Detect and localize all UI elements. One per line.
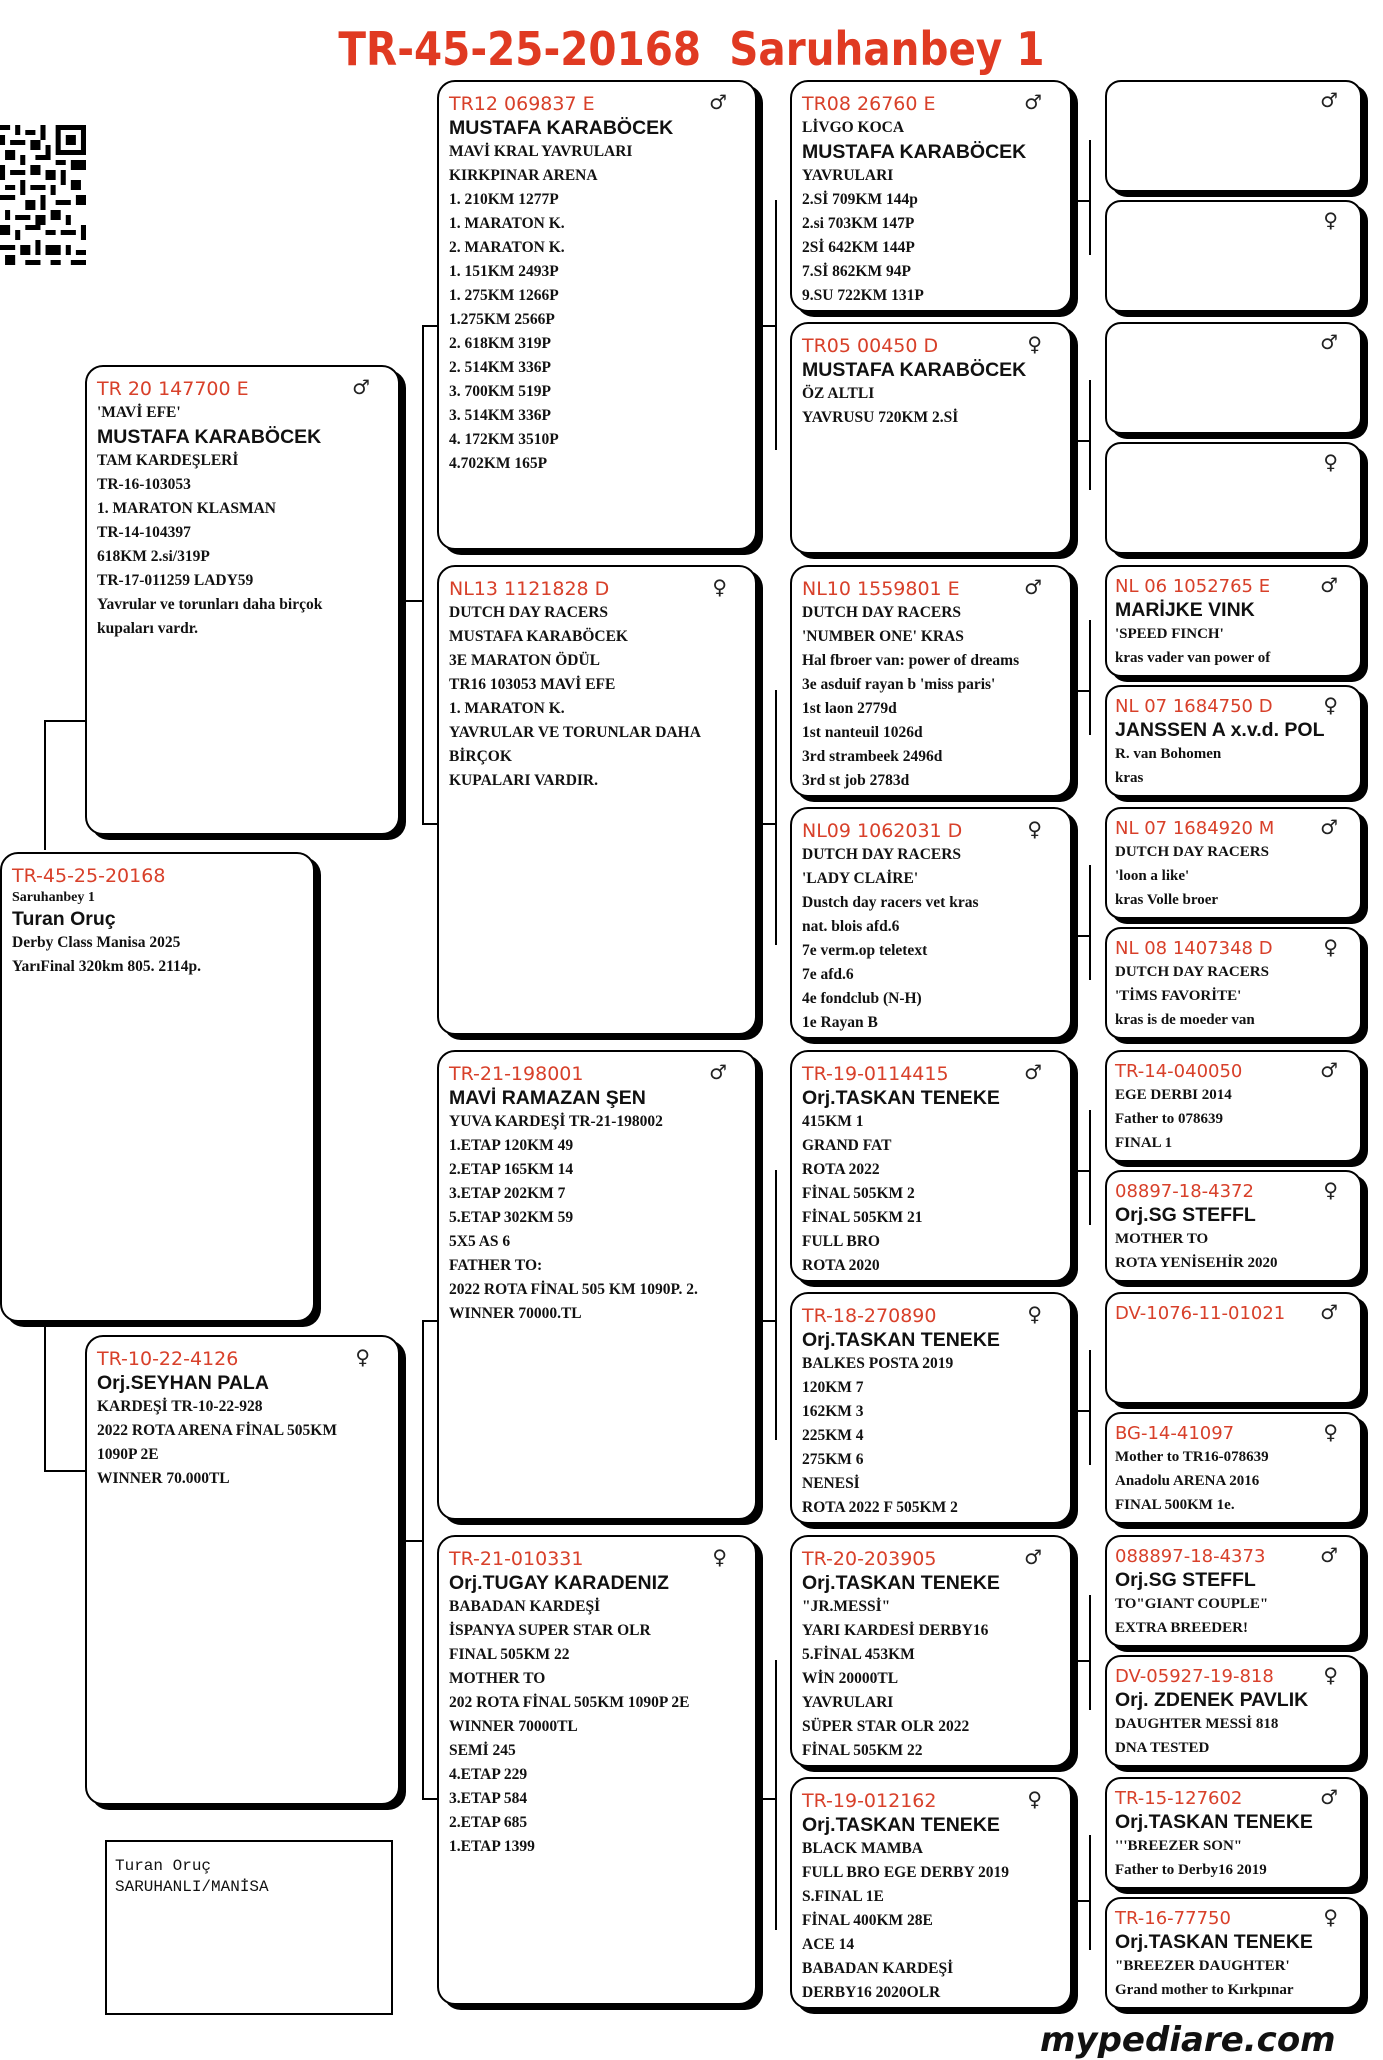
info-line: FATHER TO: bbox=[449, 1257, 543, 1274]
breeder-name: Turan Oruç bbox=[115, 1857, 212, 1875]
info-line: 3E MARATON ÖDÜL bbox=[449, 652, 600, 669]
connector bbox=[760, 325, 776, 327]
info-line: NENESİ bbox=[802, 1475, 860, 1492]
owner-name: JANSSEN A x.v.d. POL bbox=[1115, 719, 1325, 741]
info-line: 2.ETAP 165KM 14 bbox=[449, 1161, 574, 1178]
info-line: ÖZ ALTLI bbox=[802, 385, 875, 402]
gen3-pigeon-card[interactable] bbox=[790, 565, 1072, 797]
ring-number: NL13 1121828 D bbox=[449, 578, 610, 600]
gen3-pigeon-card[interactable] bbox=[790, 1050, 1072, 1282]
info-line: FİNAL 505KM 21 bbox=[802, 1209, 923, 1226]
gen4-pigeon-card[interactable] bbox=[1105, 685, 1362, 797]
owner-name: Orj.TASKAN TENEKE bbox=[802, 1329, 1000, 1351]
female-symbol-icon: ♀ bbox=[355, 1345, 370, 1369]
male-symbol-icon: ♂ bbox=[1320, 330, 1338, 354]
owner-name: Orj.TASKAN TENEKE bbox=[802, 1087, 1000, 1109]
ring-number: BG-14-41097 bbox=[1115, 1423, 1235, 1444]
info-line: DERBY16 2020OLR bbox=[802, 1984, 941, 2001]
info-line: ROTA YENİSEHİR 2020 bbox=[1115, 1255, 1278, 1271]
info-line: TR-17-011259 LADY59 bbox=[97, 572, 254, 589]
connector bbox=[1075, 1170, 1090, 1172]
info-line: FİNAL 400KM 28E bbox=[802, 1912, 933, 1929]
info-line: ROTA 2020 bbox=[802, 1257, 880, 1274]
connector bbox=[775, 200, 777, 450]
info-line: 1. MARATON K. bbox=[449, 215, 565, 232]
male-symbol-icon: ♂ bbox=[709, 1060, 727, 1084]
connector bbox=[1089, 1350, 1091, 1465]
owner-name: Orj.SG STEFFL bbox=[1115, 1569, 1256, 1591]
info-line: "BREEZER DAUGHTER' bbox=[1115, 1958, 1290, 1974]
gen4-pigeon-card[interactable] bbox=[1105, 442, 1362, 554]
info-line: FİNAL 505KM 2 bbox=[802, 1185, 915, 1202]
info-line: Mother to TR16-078639 bbox=[1115, 1449, 1269, 1465]
ring-number: NL09 1062031 D bbox=[802, 820, 963, 842]
info-line: MUSTAFA KARABÖCEK bbox=[449, 628, 628, 645]
ring-number: TR-19-012162 bbox=[802, 1790, 937, 1812]
info-line: 'MAVİ EFE' bbox=[97, 404, 181, 421]
info-line: WINNER 70000.TL bbox=[449, 1305, 582, 1322]
info-line: 'NUMBER ONE' KRAS bbox=[802, 628, 964, 645]
info-line: 1.ETAP 120KM 49 bbox=[449, 1137, 574, 1154]
female-symbol-icon: ♀ bbox=[712, 1545, 727, 1569]
owner-name: Turan Oruç bbox=[12, 908, 116, 930]
info-line: 2. MARATON K. bbox=[449, 239, 565, 256]
gen2-pigeon-card[interactable] bbox=[437, 1050, 757, 1520]
gen4-pigeon-card[interactable] bbox=[1105, 807, 1362, 919]
info-line: Father to 078639 bbox=[1115, 1111, 1224, 1127]
connector bbox=[1089, 620, 1091, 735]
info-line: KARDEŞİ TR-10-22-928 bbox=[97, 1398, 263, 1415]
info-line: nat. blois afd.6 bbox=[802, 918, 900, 935]
gen4-pigeon-card[interactable] bbox=[1105, 1412, 1362, 1524]
connector bbox=[1075, 690, 1090, 692]
info-line: DUTCH DAY RACERS bbox=[802, 604, 962, 621]
connector bbox=[760, 1798, 776, 1800]
female-symbol-icon: ♀ bbox=[1027, 817, 1042, 841]
info-line: 162KM 3 bbox=[802, 1403, 864, 1420]
connector bbox=[422, 1798, 437, 1800]
female-symbol-icon: ♀ bbox=[1323, 1178, 1338, 1202]
info-line: WİN 20000TL bbox=[802, 1670, 899, 1687]
owner-name: Orj.TUGAY KARADENIZ bbox=[449, 1572, 669, 1594]
info-line: BLACK MAMBA bbox=[802, 1840, 923, 1857]
ring-number: TR05 00450 D bbox=[802, 335, 939, 357]
info-line: YAVRUSU 720KM 2.Sİ bbox=[802, 409, 959, 426]
male-symbol-icon: ♂ bbox=[1320, 1300, 1338, 1324]
info-line: 1st nanteuil 1026d bbox=[802, 724, 923, 741]
info-line: Hal fbroer van: power of dreams bbox=[802, 652, 1020, 669]
gen4-pigeon-card[interactable] bbox=[1105, 927, 1362, 1039]
ring-number bbox=[1115, 332, 1352, 355]
info-line: 415KM 1 bbox=[802, 1113, 864, 1130]
connector bbox=[44, 1470, 85, 1472]
ring-number: TR 20 147700 E bbox=[97, 378, 249, 400]
info-line: 'loon a like' bbox=[1115, 868, 1190, 884]
info-line: 2. 514KM 336P bbox=[449, 359, 552, 376]
female-symbol-icon: ♀ bbox=[1027, 1787, 1042, 1811]
owner-name: Orj.SEYHAN PALA bbox=[97, 1372, 269, 1394]
ring-number: DV-1076-11-01021 bbox=[1115, 1303, 1286, 1324]
info-line: MOTHER TO bbox=[1115, 1231, 1209, 1247]
info-line: GRAND FAT bbox=[802, 1137, 892, 1154]
ring-number: TR-14-040050 bbox=[1115, 1061, 1243, 1082]
gen3-pigeon-card[interactable] bbox=[790, 1292, 1072, 1524]
gen4-pigeon-card[interactable] bbox=[1105, 200, 1362, 312]
info-line: 1e Rayan B bbox=[802, 1014, 878, 1031]
info-line: 2. 618KM 319P bbox=[449, 335, 552, 352]
info-line: 5X5 AS 6 bbox=[449, 1233, 511, 1250]
ring-number bbox=[1115, 210, 1352, 233]
connector bbox=[422, 823, 437, 825]
info-line: DUTCH DAY RACERS bbox=[1115, 964, 1269, 980]
ring-number bbox=[1115, 452, 1352, 475]
info-line: 9.SU 722KM 131P bbox=[802, 287, 924, 304]
female-symbol-icon: ♀ bbox=[1323, 693, 1338, 717]
male-symbol-icon: ♂ bbox=[1320, 815, 1338, 839]
info-line: 1. MARATON KLASMAN bbox=[97, 500, 276, 517]
info-line: 1. MARATON K. bbox=[449, 700, 565, 717]
gen2-pigeon-card[interactable] bbox=[437, 1535, 757, 2005]
gen1-pigeon-card[interactable] bbox=[85, 1335, 400, 1805]
info-line: 4. 172KM 3510P bbox=[449, 431, 559, 448]
info-line: 225KM 4 bbox=[802, 1427, 864, 1444]
info-line: 7e afd.6 bbox=[802, 966, 854, 983]
info-line: 7.Sİ 862KM 94P bbox=[802, 263, 911, 280]
owner-name: MUSTAFA KARABÖCEK bbox=[449, 117, 674, 139]
male-symbol-icon: ♂ bbox=[1320, 88, 1338, 112]
info-line: SEMİ 245 bbox=[449, 1742, 516, 1759]
info-line: DUTCH DAY RACERS bbox=[449, 604, 609, 621]
gen4-pigeon-card[interactable] bbox=[1105, 322, 1362, 434]
info-line: BABADAN KARDEŞİ bbox=[802, 1960, 954, 1977]
connector bbox=[422, 325, 437, 327]
info-line: 2.Sİ 709KM 144p bbox=[802, 191, 918, 208]
info-line: FULL BRO bbox=[802, 1233, 880, 1250]
gen3-pigeon-card[interactable] bbox=[790, 322, 1072, 554]
info-line: 1. 275KM 1266P bbox=[449, 287, 559, 304]
info-line: SÜPER STAR OLR 2022 bbox=[802, 1718, 970, 1735]
gen4-pigeon-card[interactable] bbox=[1105, 1292, 1362, 1404]
info-line: YUVA KARDEŞİ TR-21-198002 bbox=[449, 1113, 663, 1130]
info-line: kras is de moeder van bbox=[1115, 1012, 1255, 1028]
info-line: 202 ROTA FİNAL 505KM 1090P 2E bbox=[449, 1694, 690, 1711]
info-line: EXTRA BREEDER! bbox=[1115, 1620, 1248, 1636]
ring-number: TR12 069837 E bbox=[449, 93, 595, 115]
connector bbox=[422, 1320, 424, 1800]
male-symbol-icon: ♂ bbox=[1024, 1545, 1042, 1569]
female-symbol-icon: ♀ bbox=[1323, 208, 1338, 232]
male-symbol-icon: ♂ bbox=[709, 90, 727, 114]
owner-name: MUSTAFA KARABÖCEK bbox=[97, 426, 322, 448]
info-line: FINAL 500KM 1e. bbox=[1115, 1497, 1235, 1513]
connector bbox=[1089, 1835, 1091, 1950]
info-line: ACE 14 bbox=[802, 1936, 855, 1953]
gen2-pigeon-card[interactable] bbox=[437, 80, 757, 550]
info-line: R. van Bohomen bbox=[1115, 746, 1222, 762]
info-line: Anadolu ARENA 2016 bbox=[1115, 1473, 1260, 1489]
gen1-pigeon-card[interactable] bbox=[85, 365, 400, 835]
male-symbol-icon: ♂ bbox=[352, 375, 370, 399]
info-line: 5.ETAP 302KM 59 bbox=[449, 1209, 574, 1226]
info-line: 2.si 703KM 147P bbox=[802, 215, 915, 232]
owner-name: Orj.SG STEFFL bbox=[1115, 1204, 1256, 1226]
info-line: kras bbox=[1115, 770, 1144, 786]
male-symbol-icon: ♂ bbox=[1320, 1785, 1338, 1809]
ring-number: TR08 26760 E bbox=[802, 93, 936, 115]
info-line: 120KM 7 bbox=[802, 1379, 864, 1396]
info-line: YarıFinal 320km 805. 2114p. bbox=[12, 958, 202, 975]
info-line: LİVGO KOCA bbox=[802, 119, 905, 136]
female-symbol-icon: ♀ bbox=[1323, 935, 1338, 959]
info-line: 2022 ROTA FİNAL 505 KM 1090P. 2. bbox=[449, 1281, 698, 1298]
ring-number: TR-19-0114415 bbox=[802, 1063, 949, 1085]
info-line: TAM KARDEŞLERİ bbox=[97, 452, 239, 469]
info-line: ROTA 2022 F 505KM 2 bbox=[802, 1499, 958, 1516]
info-line: 275KM 6 bbox=[802, 1451, 864, 1468]
owner-name: Orj.TASKAN TENEKE bbox=[802, 1814, 1000, 1836]
ring-number: DV-05927-19-818 bbox=[1115, 1666, 1274, 1687]
owner-name: MARİJKE VINK bbox=[1115, 599, 1255, 621]
ring-number bbox=[1115, 90, 1352, 113]
ring-number: NL 06 1052765 E bbox=[1115, 576, 1271, 597]
info-line: 1.ETAP 1399 bbox=[449, 1838, 535, 1855]
ring-number: TR-10-22-4126 bbox=[97, 1348, 239, 1370]
info-line: 'LADY CLAİRE' bbox=[802, 870, 919, 887]
connector bbox=[422, 325, 424, 825]
info-line: kras vader van power of bbox=[1115, 650, 1271, 666]
info-line: 3e asduif rayan b 'miss paris' bbox=[802, 676, 996, 693]
info-line: 3. 700KM 519P bbox=[449, 383, 552, 400]
ring-number: TR-21-198001 bbox=[449, 1063, 584, 1085]
gen4-pigeon-card[interactable] bbox=[1105, 1170, 1362, 1282]
ring-number: TR-16-77750 bbox=[1115, 1908, 1231, 1929]
female-symbol-icon: ♀ bbox=[1323, 450, 1338, 474]
female-symbol-icon: ♀ bbox=[712, 575, 727, 599]
qr-code-icon bbox=[0, 125, 86, 265]
connector bbox=[1089, 140, 1091, 255]
info-line: TR-16-103053 bbox=[97, 476, 191, 493]
info-line: Dustch day racers vet kras bbox=[802, 894, 979, 911]
connector bbox=[760, 1320, 776, 1322]
connector bbox=[1089, 1595, 1091, 1710]
male-symbol-icon: ♂ bbox=[1024, 1060, 1042, 1084]
info-line: FINAL 1 bbox=[1115, 1135, 1173, 1151]
connector bbox=[775, 690, 777, 945]
info-line: FULL BRO EGE DERBY 2019 bbox=[802, 1864, 1009, 1881]
male-symbol-icon: ♂ bbox=[1320, 1058, 1338, 1082]
info-line: YARI KARDESİ DERBY16 bbox=[802, 1622, 989, 1639]
info-line: 1.275KM 2566P bbox=[449, 311, 555, 328]
female-symbol-icon: ♀ bbox=[1027, 332, 1042, 356]
footer-brand: mypediare.com bbox=[1040, 2020, 1336, 2060]
info-line: DUTCH DAY RACERS bbox=[802, 846, 962, 863]
pigeon-name: Saruhanbey 1 bbox=[12, 890, 95, 905]
info-line: FİNAL 505KM 22 bbox=[802, 1742, 923, 1759]
gen3-pigeon-card[interactable] bbox=[790, 807, 1072, 1039]
connector bbox=[775, 1170, 777, 1440]
info-line: 618KM 2.si/319P bbox=[97, 548, 210, 565]
gen3-pigeon-card[interactable] bbox=[790, 1777, 1072, 2009]
ring-number: NL 08 1407348 D bbox=[1115, 938, 1273, 959]
connector bbox=[1075, 1410, 1090, 1412]
owner-name: MAVİ RAMAZAN ŞEN bbox=[449, 1087, 646, 1109]
gen4-pigeon-card[interactable] bbox=[1105, 1897, 1362, 2009]
ring-number: NL 07 1684750 D bbox=[1115, 696, 1273, 717]
female-symbol-icon: ♀ bbox=[1323, 1905, 1338, 1929]
info-line: 3.ETAP 584 bbox=[449, 1790, 528, 1807]
ring-number: 088897-18-4373 bbox=[1115, 1546, 1266, 1567]
gen4-pigeon-card[interactable] bbox=[1105, 1050, 1362, 1162]
gen3-pigeon-card[interactable] bbox=[790, 80, 1072, 312]
breeder-info-box bbox=[105, 1840, 393, 2015]
info-line: DUTCH DAY RACERS bbox=[1115, 844, 1269, 860]
info-line: 4.702KM 165P bbox=[449, 455, 548, 472]
info-line: 1st laon 2779d bbox=[802, 700, 897, 717]
male-symbol-icon: ♂ bbox=[1024, 90, 1042, 114]
info-line: 3rd st job 2783d bbox=[802, 772, 910, 789]
female-symbol-icon: ♀ bbox=[1027, 1302, 1042, 1326]
owner-name: MUSTAFA KARABÖCEK bbox=[802, 359, 1027, 381]
info-line: Yavrular ve torunları daha birçok bbox=[97, 596, 323, 613]
breeder-location: SARUHANLI/MANİSA bbox=[115, 1878, 269, 1896]
info-line: WINNER 70.000TL bbox=[97, 1470, 230, 1487]
owner-name: MUSTAFA KARABÖCEK bbox=[802, 141, 1027, 163]
info-line: 1. 210KM 1277P bbox=[449, 191, 559, 208]
info-line: KUPALARI VARDIR. bbox=[449, 772, 598, 789]
ring-number: TR-18-270890 bbox=[802, 1305, 937, 1327]
info-line: 1090P 2E bbox=[97, 1446, 159, 1463]
gen4-pigeon-card[interactable] bbox=[1105, 1535, 1362, 1647]
info-line: YAVRULARI bbox=[802, 167, 894, 184]
connector bbox=[1075, 1900, 1090, 1902]
ring-number: NL10 1559801 E bbox=[802, 578, 960, 600]
owner-name: Orj.TASKAN TENEKE bbox=[1115, 1811, 1313, 1833]
connector bbox=[422, 1320, 437, 1322]
connector bbox=[760, 823, 776, 825]
info-line: 7e verm.op teletext bbox=[802, 942, 928, 959]
connector bbox=[1089, 1110, 1091, 1225]
ring-number: TR-21-010331 bbox=[449, 1548, 584, 1570]
info-line: 1. 151KM 2493P bbox=[449, 263, 559, 280]
info-line: kupaları vardr. bbox=[97, 620, 199, 637]
connector bbox=[44, 720, 46, 850]
info-line: TR-14-104397 bbox=[97, 524, 191, 541]
info-line: BABADAN KARDEŞİ bbox=[449, 1598, 601, 1615]
connector bbox=[1075, 440, 1090, 442]
connector bbox=[1075, 935, 1090, 937]
info-line: Grand mother to Kırkpınar bbox=[1115, 1982, 1294, 1998]
info-line: DAUGHTER MESSİ 818 bbox=[1115, 1716, 1279, 1732]
connector bbox=[1089, 380, 1091, 490]
gen4-pigeon-card[interactable] bbox=[1105, 1655, 1362, 1767]
info-line: MAVİ KRAL YAVRULARI bbox=[449, 143, 633, 160]
female-symbol-icon: ♀ bbox=[1323, 1663, 1338, 1687]
subject-pigeon-card[interactable] bbox=[0, 852, 315, 1322]
info-line: TR16 103053 MAVİ EFE bbox=[449, 676, 616, 693]
gen4-pigeon-card[interactable] bbox=[1105, 80, 1362, 192]
male-symbol-icon: ♂ bbox=[1024, 575, 1042, 599]
ring-number: NL 07 1684920 M bbox=[1115, 818, 1275, 839]
info-line: '''BREEZER SON" bbox=[1115, 1838, 1243, 1854]
info-line: 5.FİNAL 453KM bbox=[802, 1646, 915, 1663]
connector bbox=[44, 720, 85, 722]
connector bbox=[1075, 200, 1090, 202]
gen2-pigeon-card[interactable] bbox=[437, 565, 757, 1035]
connector bbox=[1089, 865, 1091, 980]
info-line: YAVRULAR VE TORUNLAR DAHA bbox=[449, 724, 701, 741]
connector bbox=[1075, 1660, 1090, 1662]
male-symbol-icon: ♂ bbox=[1320, 1543, 1338, 1567]
pedigree-title: TR-45-25-20168 Saruhanbey 1 bbox=[338, 22, 1045, 76]
info-line: TO"GIANT COUPLE" bbox=[1115, 1596, 1269, 1612]
connector bbox=[400, 600, 424, 602]
info-line: 'SPEED FINCH' bbox=[1115, 626, 1224, 642]
info-line: "JR.MESSİ" bbox=[802, 1598, 891, 1615]
ring-number: TR-45-25-20168 bbox=[12, 865, 166, 887]
info-line: S.FINAL 1E bbox=[802, 1888, 884, 1905]
gen3-pigeon-card[interactable] bbox=[790, 1535, 1072, 1767]
info-line: Father to Derby16 2019 bbox=[1115, 1862, 1267, 1878]
info-line: WINNER 70000TL bbox=[449, 1718, 578, 1735]
info-line: EGE DERBI 2014 bbox=[1115, 1087, 1232, 1103]
info-line: FINAL 505KM 22 bbox=[449, 1646, 570, 1663]
info-line: 2Sİ 642KM 144P bbox=[802, 239, 915, 256]
connector bbox=[775, 1660, 777, 1930]
connector bbox=[400, 1540, 424, 1542]
info-line: 4.ETAP 229 bbox=[449, 1766, 528, 1783]
gen4-pigeon-card[interactable] bbox=[1105, 565, 1362, 677]
info-line: 3.ETAP 202KM 7 bbox=[449, 1185, 566, 1202]
info-line: KIRKPINAR ARENA bbox=[449, 167, 598, 184]
info-line: 'TİMS FAVORİTE' bbox=[1115, 988, 1242, 1004]
info-line: kras Volle broer bbox=[1115, 892, 1219, 908]
ring-number: TR-20-203905 bbox=[802, 1548, 937, 1570]
info-line: YAVRULARI bbox=[802, 1694, 894, 1711]
info-line: BİRÇOK bbox=[449, 748, 512, 765]
info-line: BALKES POSTA 2019 bbox=[802, 1355, 954, 1372]
info-line: 2.ETAP 685 bbox=[449, 1814, 528, 1831]
owner-name: Orj.TASKAN TENEKE bbox=[802, 1572, 1000, 1594]
info-line: ROTA 2022 bbox=[802, 1161, 880, 1178]
ring-number: 08897-18-4372 bbox=[1115, 1181, 1254, 1202]
male-symbol-icon: ♂ bbox=[1320, 573, 1338, 597]
info-line: 4e fondclub (N-H) bbox=[802, 990, 922, 1007]
connector bbox=[44, 1320, 46, 1470]
gen4-pigeon-card[interactable] bbox=[1105, 1777, 1362, 1889]
info-line: 2022 ROTA ARENA FİNAL 505KM bbox=[97, 1422, 337, 1439]
owner-name: Orj.TASKAN TENEKE bbox=[1115, 1931, 1313, 1953]
owner-name: Orj. ZDENEK PAVLIK bbox=[1115, 1689, 1309, 1711]
info-line: Derby Class Manisa 2025 bbox=[12, 934, 181, 951]
info-line: DNA TESTED bbox=[1115, 1740, 1210, 1756]
info-line: MOTHER TO bbox=[449, 1670, 546, 1687]
ring-number: TR-15-127602 bbox=[1115, 1788, 1243, 1809]
info-line: 3rd strambeek 2496d bbox=[802, 748, 943, 765]
info-line: 3. 514KM 336P bbox=[449, 407, 552, 424]
female-symbol-icon: ♀ bbox=[1323, 1420, 1338, 1444]
info-line: İSPANYA SUPER STAR OLR bbox=[449, 1622, 651, 1639]
